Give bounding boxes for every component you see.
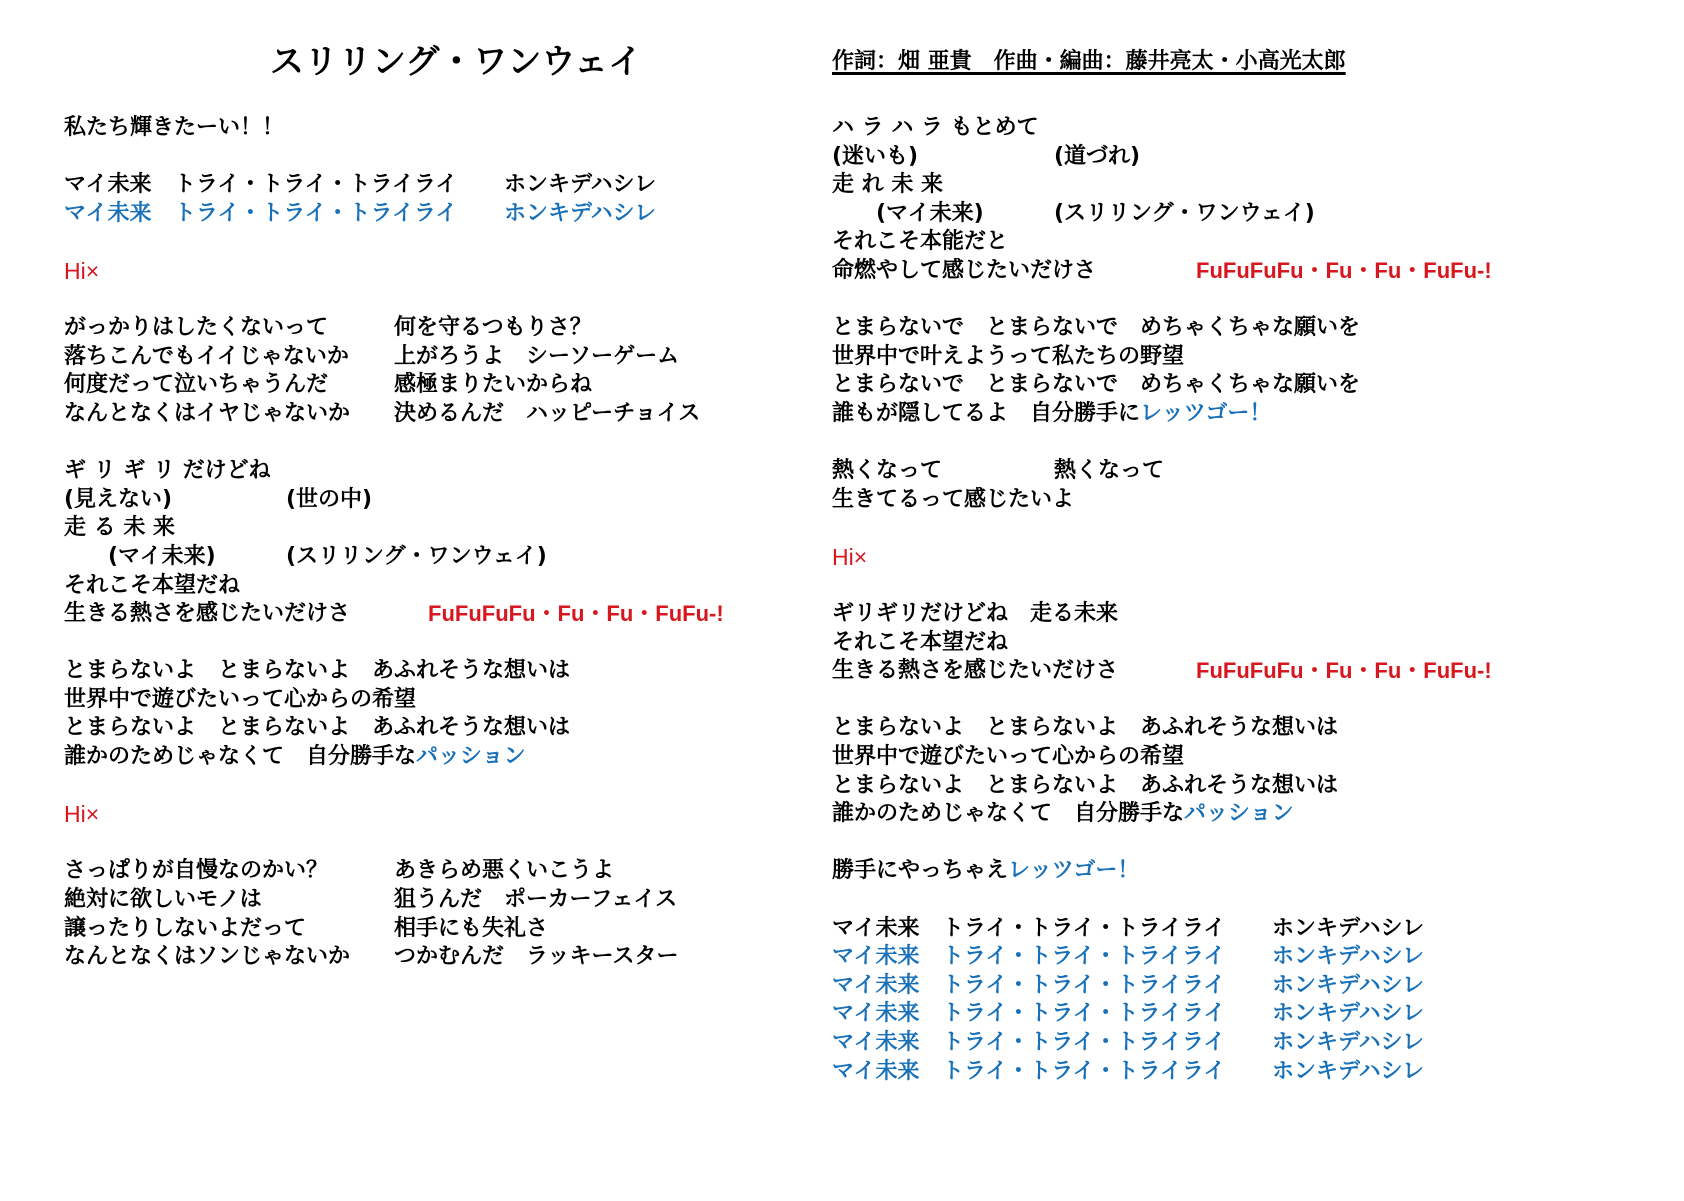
lyric-part: 勝手にやっちゃえ xyxy=(832,858,1009,884)
chorus-line xyxy=(832,800,1592,829)
chant-part-b: トライ・トライ・トライライ xyxy=(174,172,458,198)
verse-line xyxy=(64,857,784,886)
song-credits: 作詞：畑 亜貴 作曲・編曲：藤井亮太・小高光太郎 xyxy=(832,49,1346,74)
chant-part-c: ホンキデハシレ xyxy=(1272,915,1425,941)
verse-part-a: 何度だって泣いちゃうんだ xyxy=(64,372,329,398)
prechorus-line: ギ リ ギ リ だけどね xyxy=(64,458,271,484)
backing-part: (道づれ) xyxy=(1054,143,1141,169)
chant-line xyxy=(832,915,1592,944)
verse-line xyxy=(64,915,784,944)
verse-part-a: 絶対に欲しいモノは xyxy=(64,887,262,913)
chant-part-b: トライ・トライ・トライライ xyxy=(942,944,1226,970)
backing-part: (世の中) xyxy=(286,486,373,512)
prechorus-line: ギリギリだけどね 走る未来 xyxy=(832,601,1119,627)
chant-line-blue xyxy=(832,1029,1592,1058)
chant-part-b: トライ・トライ・トライライ xyxy=(942,915,1226,941)
verse-part-b: 何を守るつもりさ？ xyxy=(394,315,592,341)
chant-part-a: マイ未来 xyxy=(832,915,920,941)
chant-part-c: ホンキデハシレ xyxy=(504,172,657,198)
verse-part-b: 相手にも失礼さ xyxy=(394,915,549,941)
chant-part-b: トライ・トライ・トライライ xyxy=(942,1058,1226,1084)
verse-part-b: つかむんだ ラッキースター xyxy=(394,944,679,970)
lyric-part: 命燃やして感じたいだけさ xyxy=(832,257,1097,283)
verse-part-b: 感極まりたいからね xyxy=(394,372,593,398)
call-fufu: FuFuFuFu・Fu・Fu・FuFu-! xyxy=(1196,257,1492,283)
lyric-part: 誰かのためじゃなくて 自分勝手な xyxy=(832,801,1185,827)
prechorus-line: それこそ本望だね xyxy=(64,572,241,598)
lyrics-column-right xyxy=(832,114,1592,1086)
prechorus-line: ハ ラ ハ ラ もとめて xyxy=(832,115,1039,140)
backing-part: (見えない) xyxy=(64,486,173,512)
prechorus-line xyxy=(64,486,784,515)
chorus-line: とまらないよ とまらないよ あふれそうな想いは xyxy=(832,772,1339,798)
chant-line-blue xyxy=(832,1058,1592,1087)
chorus-line xyxy=(832,400,1592,429)
chant-part-c: ホンキデハシレ xyxy=(1272,944,1425,970)
lyric-part: 生きる熱さを感じたいだけさ xyxy=(64,601,351,627)
lyric-part: 生きる熱さを感じたいだけさ xyxy=(832,658,1119,684)
verse-line xyxy=(64,343,784,372)
prechorus-line xyxy=(832,200,1592,229)
verse-line xyxy=(64,371,784,400)
call-passion: パッション xyxy=(1184,801,1294,827)
backing-part: (スリリング・ワンウェイ) xyxy=(286,543,547,569)
call-fufu: FuFuFuFu・Fu・Fu・FuFu-! xyxy=(428,601,724,627)
chant-part-c: ホンキデハシレ xyxy=(504,200,657,226)
verse-part-b: 狙うんだ ポーカーフェイス xyxy=(394,887,678,913)
chorus-line: とまらないで とまらないで めちゃくちゃな願いを xyxy=(832,372,1361,398)
chant-part-b: トライ・トライ・トライライ xyxy=(174,200,458,226)
backing-part: (マイ未来) xyxy=(876,200,984,226)
chorus-line: 世界中で叶えようって私たちの野望 xyxy=(832,343,1185,369)
prechorus-line xyxy=(64,543,784,572)
verse-part-b: あきらめ悪くいこうよ xyxy=(394,858,615,884)
chorus-line: とまらないよ とまらないよ あふれそうな想いは xyxy=(832,715,1339,741)
verse-line xyxy=(64,314,784,343)
verse-part-b: 上がろうよ シーソーゲーム xyxy=(394,343,680,369)
lyric-part: 誰かのためじゃなくて 自分勝手な xyxy=(64,744,417,770)
chant-part-a: マイ未来 xyxy=(64,200,152,226)
prechorus-line: 走 れ 未 来 xyxy=(832,172,943,198)
call-hi: Hi× xyxy=(832,543,868,570)
chorus-line: とまらないよ とまらないよ あふれそうな想いは xyxy=(64,715,571,741)
chant-part-b: トライ・トライ・トライライ xyxy=(942,1030,1226,1055)
chant-part-c: ホンキデハシレ xyxy=(1272,1001,1425,1027)
verse-line xyxy=(64,886,784,915)
chant-part-b: トライ・トライ・トライライ xyxy=(942,1001,1226,1027)
outro-line xyxy=(832,857,1592,886)
prechorus-line xyxy=(832,257,1592,286)
chorus-line: 世界中で遊びたいって心からの希望 xyxy=(64,686,417,712)
chorus-line: とまらないよ とまらないよ あふれそうな想いは xyxy=(64,658,571,684)
intro-line: 私たち輝きたーい！！ xyxy=(64,115,285,140)
prechorus-line xyxy=(64,600,784,629)
chant-line-blue xyxy=(832,972,1592,1001)
call-hi: Hi× xyxy=(64,801,100,828)
chant-part-b: トライ・トライ・トライライ xyxy=(942,972,1226,998)
lyric-part: 熱くなって xyxy=(832,458,943,484)
bridge-line: 生きてるって感じたいよ xyxy=(832,486,1075,512)
call-passion: パッション xyxy=(416,744,526,770)
verse-part-a: がっかりはしたくないって xyxy=(64,315,329,341)
prechorus-line: 走 る 未 来 xyxy=(64,515,175,541)
chorus-line: とまらないで とまらないで めちゃくちゃな願いを xyxy=(832,315,1361,341)
song-title: スリリング・ワンウェイ xyxy=(270,42,642,82)
call-letsgo: レッツゴー！ xyxy=(1140,400,1272,426)
prechorus-line xyxy=(832,143,1592,172)
verse-part-b: 決めるんだ ハッピーチョイス xyxy=(394,400,701,426)
chant-part-a: マイ未来 xyxy=(832,1030,920,1055)
chant-part-a: マイ未来 xyxy=(64,172,152,198)
lyric-part: 誰もが隠してるよ 自分勝手に xyxy=(832,400,1141,426)
chant-part-a: マイ未来 xyxy=(832,1058,920,1084)
lyric-part: 熱くなって xyxy=(1054,458,1165,484)
chant-line-blue xyxy=(64,200,784,229)
chorus-line xyxy=(64,743,784,772)
prechorus-line: それこそ本望だね xyxy=(832,629,1009,655)
chorus-line: 世界中で遊びたいって心からの希望 xyxy=(832,744,1185,770)
prechorus-line xyxy=(832,657,1592,686)
chant-part-a: マイ未来 xyxy=(832,944,920,970)
chant-line-blue xyxy=(832,943,1592,972)
verse-part-a: 譲ったりしないよだって xyxy=(64,915,307,941)
chant-line xyxy=(64,171,784,200)
lyrics-column-left xyxy=(64,114,784,972)
bridge-line xyxy=(832,457,1592,486)
chant-part-a: マイ未来 xyxy=(832,972,920,998)
verse-part-a: 落ちこんでもイイじゃないか xyxy=(64,343,349,369)
chant-part-c: ホンキデハシレ xyxy=(1272,1030,1425,1055)
verse-part-a: なんとなくはソンじゃないか xyxy=(64,944,351,970)
call-fufu: FuFuFuFu・Fu・Fu・FuFu-! xyxy=(1196,658,1492,684)
chant-part-c: ホンキデハシレ xyxy=(1272,1058,1425,1084)
prechorus-line: それこそ本能だと xyxy=(832,229,1009,255)
verse-part-a: なんとなくはイヤじゃないか xyxy=(64,400,351,426)
call-hi: Hi× xyxy=(64,257,100,284)
backing-part: (スリリング・ワンウェイ) xyxy=(1054,200,1315,226)
backing-part: (マイ未来) xyxy=(108,543,216,569)
lyric-line xyxy=(64,114,784,143)
backing-part: (迷いも) xyxy=(832,143,919,169)
call-letsgo: レッツゴー！ xyxy=(1008,858,1140,884)
verse-part-a: さっぱりが自慢なのかい？ xyxy=(64,858,329,884)
verse-line xyxy=(64,943,784,972)
chant-line-blue xyxy=(832,1000,1592,1029)
chant-part-c: ホンキデハシレ xyxy=(1272,972,1425,998)
chant-part-a: マイ未来 xyxy=(832,1001,920,1027)
verse-line xyxy=(64,400,784,429)
